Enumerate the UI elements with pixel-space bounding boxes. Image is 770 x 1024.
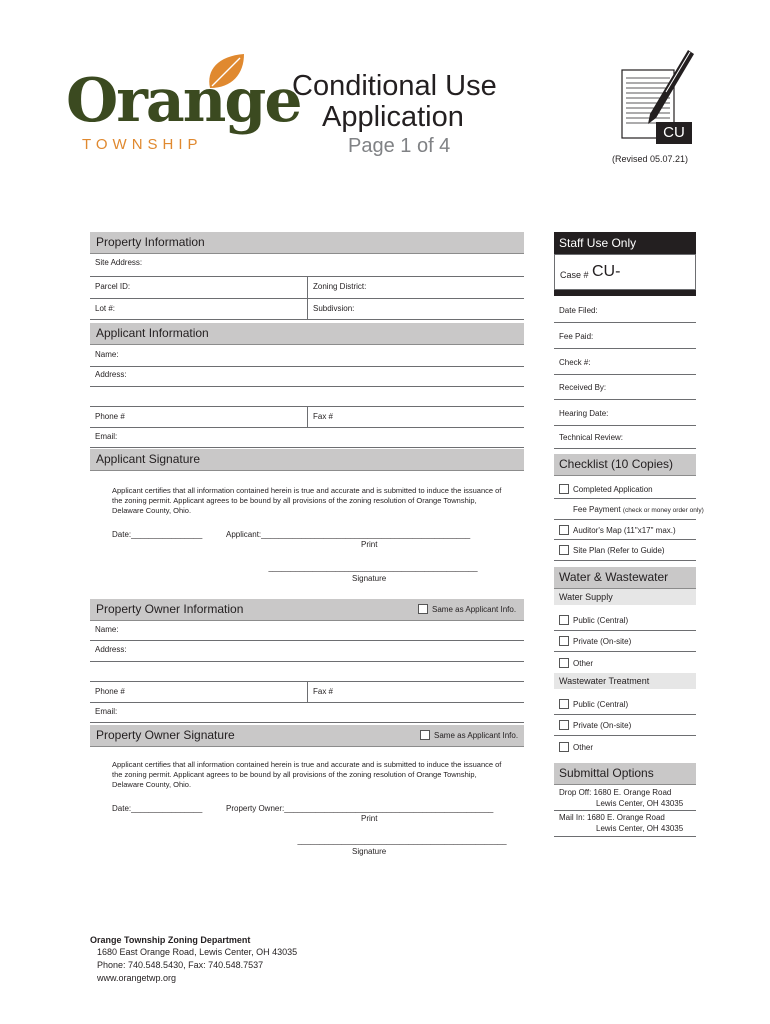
- technical-review-label: Technical Review:: [559, 433, 624, 442]
- footer-phone: Phone: 740.548.5430, Fax: 740.548.7537: [97, 960, 264, 970]
- applicant-email-field[interactable]: [90, 447, 524, 448]
- owner-signature-header: [90, 725, 524, 747]
- fee-paid-label: Fee Paid:: [559, 332, 594, 341]
- cu-document-graphic: [616, 48, 698, 148]
- mail-in-address-1: Mail In: 1680 E. Orange Road: [559, 813, 665, 822]
- footer-dept: Orange Township Zoning Department: [90, 935, 251, 945]
- checklist-divider: [554, 560, 696, 561]
- zoning-district-label: Zoning District:: [313, 282, 367, 291]
- case-number-box[interactable]: [554, 254, 696, 290]
- subdivision-label: Subdivsion:: [313, 304, 355, 313]
- submittal-divider: [554, 810, 696, 811]
- auditors-map-checkbox[interactable]: [559, 525, 569, 535]
- owner-certification-text: Applicant certifies that all information contained herein is true and accurate and is submitted to induce the issuance of the zoning permit. Applicant agrees to be bound by all provisions of the zoning resolution of Orange Township, Delaware County, Ohio.: [112, 760, 502, 789]
- applicant-name-label: Name:: [95, 350, 119, 359]
- drop-off-address-2: Lewis Center, OH 43035: [596, 799, 684, 808]
- township-logo: [66, 52, 301, 157]
- owner-name-label: Name:: [95, 625, 119, 634]
- water-supply-label: Water Supply: [559, 592, 613, 602]
- water-divider: [554, 630, 696, 631]
- water-divider: [554, 651, 696, 652]
- staff-divider-bar: [554, 290, 696, 296]
- fee-payment-label: [573, 505, 704, 514]
- owner-print-label: Print: [361, 814, 378, 823]
- water-public-checkbox[interactable]: [559, 615, 569, 625]
- water-title: Water & Wastewater: [559, 570, 669, 584]
- applicant-name-field[interactable]: [90, 366, 524, 367]
- received-by-field[interactable]: [554, 399, 696, 400]
- row-divider: [307, 407, 308, 427]
- footer-website[interactable]: www.orangetwp.org: [97, 973, 177, 983]
- property-info-title: Property Information: [96, 235, 205, 249]
- applicant-address-field[interactable]: [90, 386, 524, 387]
- date-filed-label: Date Filed:: [559, 306, 598, 315]
- water-other-label: Other: [573, 659, 594, 668]
- checklist-title: Checklist (10 Copies): [559, 457, 674, 471]
- fee-payment-text: Fee Payment: [573, 505, 621, 514]
- hearing-date-label: Hearing Date:: [559, 409, 609, 418]
- water-divider: [554, 714, 696, 715]
- logo-wordmark: Orange: [66, 66, 301, 136]
- applicant-phone-field[interactable]: [90, 427, 524, 428]
- wastewater-other-label: Other: [573, 743, 594, 752]
- checklist-divider: [554, 519, 696, 520]
- applicant-signature-line[interactable]: _______________________________________________: [268, 563, 478, 572]
- water-header: [554, 567, 696, 589]
- case-number-prefix: CU-: [592, 263, 621, 280]
- owner-signature-title: Property Owner Signature: [96, 728, 235, 742]
- water-divider: [554, 735, 696, 736]
- submittal-divider: [554, 836, 696, 837]
- checklist-header: [554, 454, 696, 476]
- owner-signature-label: Signature: [352, 847, 387, 856]
- drop-off-address-1: Drop Off: 1680 E. Orange Road: [559, 788, 672, 797]
- applicant-print-label: Print: [361, 540, 378, 549]
- applicant-signature-title: Applicant Signature: [96, 452, 201, 466]
- owner-date-field[interactable]: Date:________________: [112, 804, 203, 813]
- applicant-signature-header: [90, 449, 524, 471]
- staff-use-header: [554, 232, 696, 254]
- checklist-divider: [554, 539, 696, 540]
- applicant-address-label: Address:: [95, 370, 127, 379]
- applicant-certification-text: Applicant certifies that all information contained herein is true and accurate and is submitted to induce the issuance of the zoning permit. Applicant agrees to be bound by all provisions of the zoning resolution of Orange Township, Delaware County, Ohio.: [112, 486, 502, 515]
- applicant-date-field[interactable]: Date:________________: [112, 530, 203, 539]
- lot-field[interactable]: [90, 319, 524, 320]
- revised-date: (Revised 05.07.21): [612, 154, 689, 164]
- case-number-label: Case #: [560, 270, 589, 280]
- fee-paid-field[interactable]: [554, 348, 696, 349]
- applicant-info-title: Applicant Information: [96, 326, 209, 340]
- submittal-title: Submittal Options: [559, 766, 654, 780]
- wastewater-public-label: Public (Central): [573, 700, 629, 709]
- wastewater-subheader: [554, 673, 696, 689]
- completed-application-checkbox[interactable]: [559, 484, 569, 494]
- page-info: Page 1 of 4: [348, 135, 451, 157]
- owner-address-label: Address:: [95, 645, 127, 654]
- owner-info-title: Property Owner Information: [96, 602, 244, 616]
- applicant-phone-label: Phone #: [95, 412, 125, 421]
- wastewater-private-checkbox[interactable]: [559, 720, 569, 730]
- cu-badge: [656, 122, 692, 144]
- hearing-date-field[interactable]: [554, 425, 696, 426]
- applicant-print-field[interactable]: Applicant:_______________________________________________: [226, 530, 471, 539]
- completed-application-label: Completed Application: [573, 485, 653, 494]
- owner-phone-label: Phone #: [95, 687, 125, 696]
- check-number-label: Check #:: [559, 358, 591, 367]
- same-as-applicant-checkbox[interactable]: [418, 604, 428, 614]
- applicant-info-header: [90, 323, 524, 345]
- check-number-field[interactable]: [554, 374, 696, 375]
- logo-subtitle: TOWNSHIP: [82, 136, 203, 153]
- parcel-id-label: Parcel ID:: [95, 282, 131, 291]
- cu-badge-label: CU: [663, 124, 685, 141]
- owner-fax-label: Fax #: [313, 687, 334, 696]
- owner-print-field[interactable]: Property Owner:_______________________________________________: [226, 804, 494, 813]
- applicant-email-label: Email:: [95, 432, 118, 441]
- submittal-header: [554, 763, 696, 785]
- owner-signature-line[interactable]: _______________________________________________: [297, 836, 507, 845]
- wastewater-label: Wastewater Treatment: [559, 676, 650, 686]
- parcel-id-field[interactable]: [90, 298, 524, 299]
- water-private-checkbox[interactable]: [559, 636, 569, 646]
- owner-address-field[interactable]: [90, 661, 524, 662]
- technical-review-field[interactable]: [554, 448, 696, 449]
- applicant-fax-label: Fax #: [313, 412, 334, 421]
- wastewater-private-label: Private (On-site): [573, 721, 632, 730]
- water-public-label: Public (Central): [573, 616, 629, 625]
- checklist-divider: [554, 498, 696, 499]
- site-plan-label: Site Plan (Refer to Guide): [573, 546, 665, 555]
- owner-info-header: [90, 599, 524, 621]
- fee-payment-note: (check or money order only): [622, 507, 704, 514]
- owner-same-as-applicant-checkbox[interactable]: [420, 730, 430, 740]
- wastewater-public-checkbox[interactable]: [559, 699, 569, 709]
- property-info-header: [90, 232, 524, 254]
- received-by-label: Received By:: [559, 383, 607, 392]
- water-private-label: Private (On-site): [573, 637, 632, 646]
- form-title-line2: Application: [322, 101, 464, 133]
- site-plan-checkbox[interactable]: [559, 545, 569, 555]
- water-supply-subheader: [554, 589, 696, 605]
- owner-same-as-applicant-label: Same as Applicant Info.: [434, 731, 519, 740]
- owner-email-label: Email:: [95, 707, 118, 716]
- mail-in-address-2: Lewis Center, OH 43035: [596, 824, 684, 833]
- wastewater-other-checkbox[interactable]: [559, 742, 569, 752]
- applicant-signature-label: Signature: [352, 574, 387, 583]
- footer-address: 1680 East Orange Road, Lewis Center, OH 43035: [97, 947, 298, 957]
- site-address-label: Site Address:: [95, 258, 143, 267]
- water-other-checkbox[interactable]: [559, 658, 569, 668]
- date-filed-field[interactable]: [554, 322, 696, 323]
- owner-email-field[interactable]: [90, 722, 524, 723]
- auditors-map-label: Auditor's Map (11"x17" max.): [573, 526, 676, 535]
- staff-use-title: Staff Use Only: [559, 236, 637, 250]
- owner-phone-field[interactable]: [90, 702, 524, 703]
- form-title-line1: Conditional Use: [292, 70, 497, 102]
- lot-label: Lot #:: [95, 304, 116, 313]
- same-as-applicant-label: Same as Applicant Info.: [432, 605, 517, 614]
- owner-name-field[interactable]: [90, 640, 524, 641]
- row-divider: [307, 682, 308, 702]
